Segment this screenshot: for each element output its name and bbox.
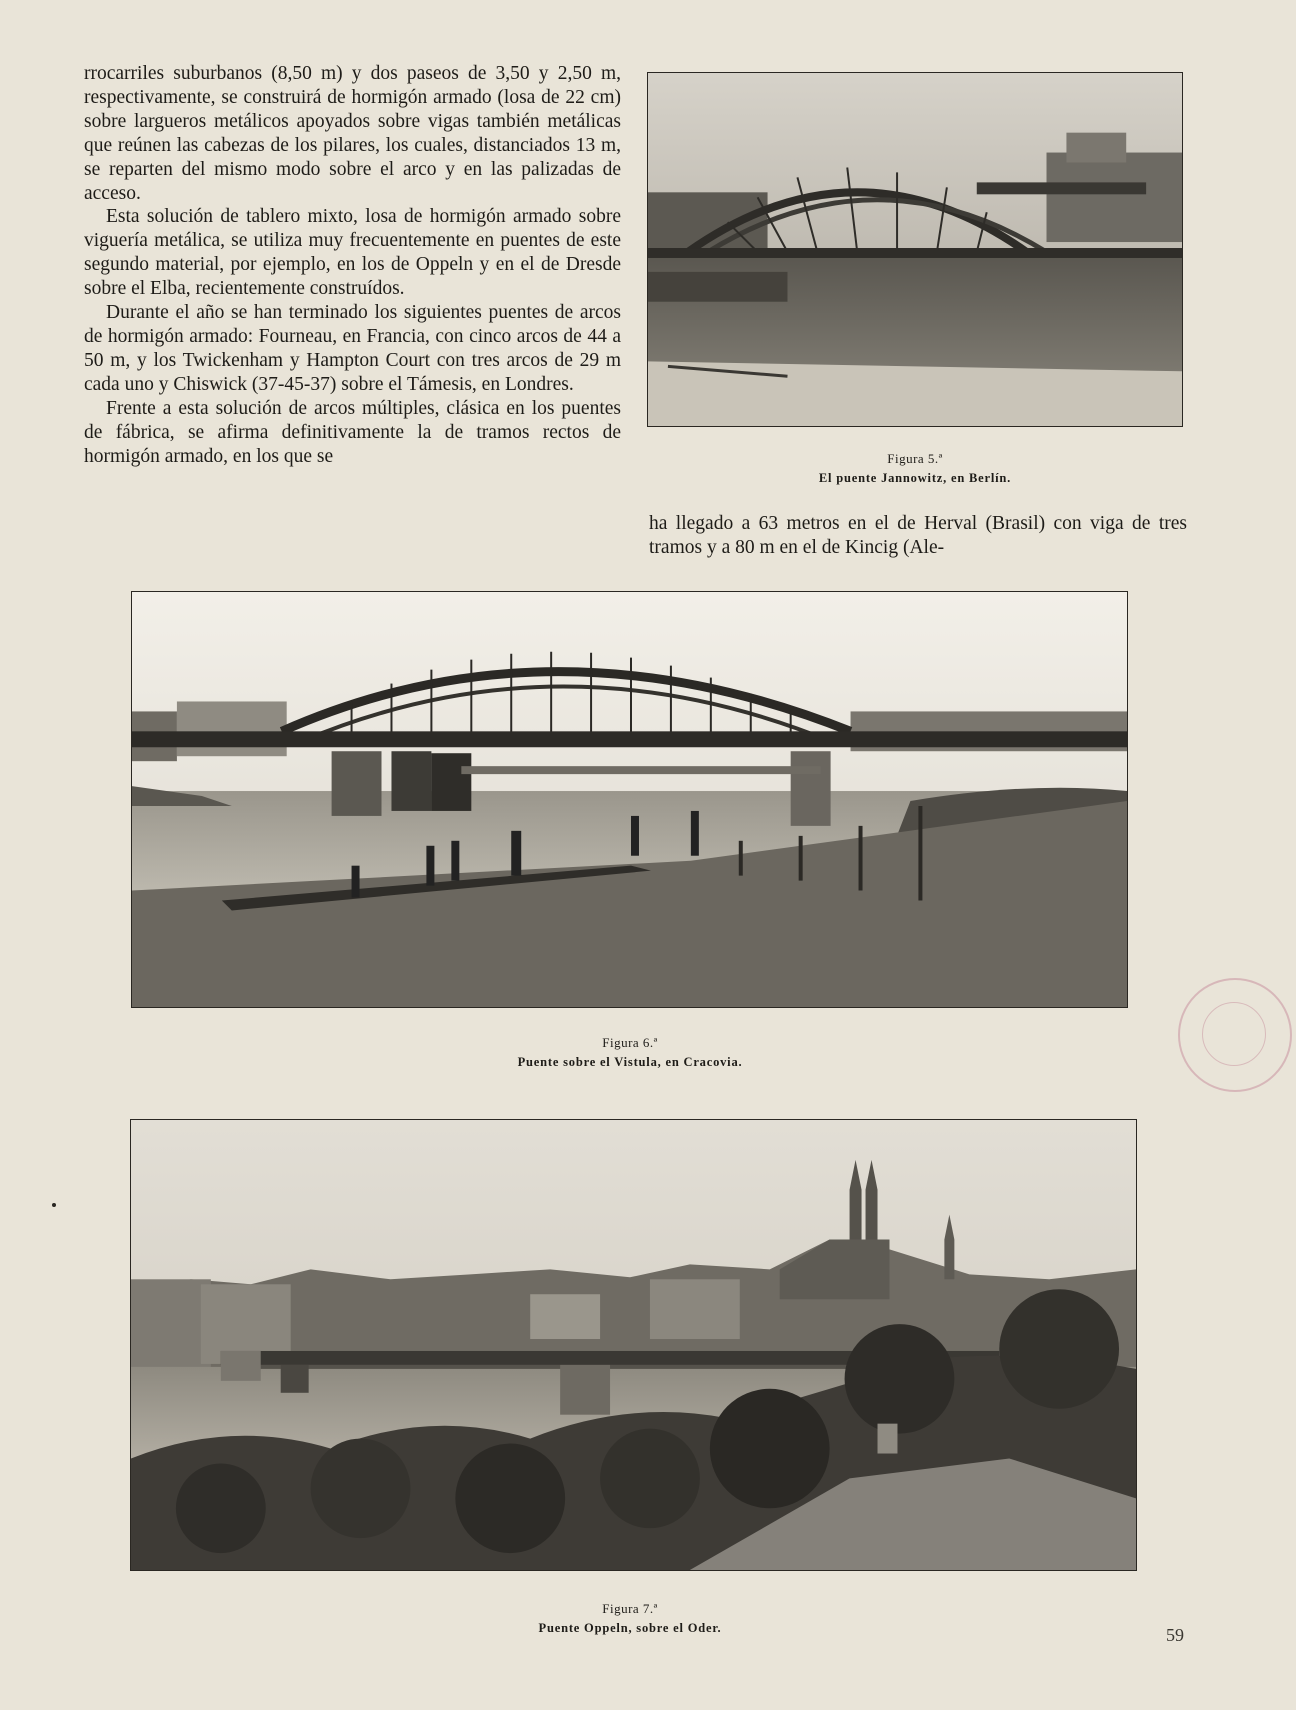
figure-5-title: El puente Jannowitz, en Berlín.: [818, 471, 1012, 485]
library-stamp: [1178, 978, 1292, 1092]
figure-7-number: Figura 7.ª: [602, 1601, 658, 1616]
paragraph-2: Esta solución de tablero mixto, losa de hormigón armado sobre viguería metálica, se utiliza muy frecuentemente en puentes de este segundo material, por ejemplo, en los de Oppeln y en el de Dresde sobre el Elba, recientemente construídos.: [84, 206, 621, 300]
figure-7-photo: [130, 1119, 1137, 1571]
figure-6-number: Figura 6.ª: [602, 1035, 658, 1050]
paragraph-1: rrocarriles suburbanos (8,50 m) y dos paseos de 3,50 y 2,50 m, respectivamente, se construirá de hormigón armado (losa de 22 cm) sobre largueros metálicos apoyados sobre vigas también metálicas que reúnen las cabezas de los pilares, los cuales, distanciados 13 m, se reparten del mismo modo sobre el arco y en las palizadas de acceso.: [84, 63, 621, 204]
figure-6-title: Puente sobre el Vistula, en Cracovia.: [517, 1055, 743, 1069]
figure-6-photo: [131, 591, 1128, 1008]
figure-7-caption: [430, 1601, 830, 1636]
figure-5-caption: [760, 451, 1070, 486]
figure-5-photo: [647, 72, 1183, 427]
left-column-text: [84, 62, 621, 468]
figure-7-title: Puente Oppeln, sobre el Oder.: [538, 1621, 722, 1635]
paragraph-4: Frente a esta solución de arcos múltiples, clásica en los puentes de fábrica, se afirma definitivamente la de tramos rectos de hormigón armado, en los que se: [84, 397, 621, 467]
paragraph-3: Durante el año se han terminado los siguientes puentes de arcos de hormigón armado: Fourneau, en Francia, con cinco arcos de 44 a 50 m, y los Twickenham y Hampton Court con tres arcos de 29 m cada uno y Chiswick (37-45-37) sobre el Támesis, en Londres.: [84, 302, 621, 395]
print-speck: [52, 1203, 56, 1207]
page-number: 59: [1166, 1625, 1184, 1645]
figure-6-caption: [430, 1035, 830, 1070]
figure-5-number: Figura 5.ª: [887, 451, 943, 466]
right-column-text: ha llegado a 63 metros en el de Herval (Brasil) con viga de tres tramos y a 80 m en el de Kincig (Ale-: [649, 513, 1187, 558]
